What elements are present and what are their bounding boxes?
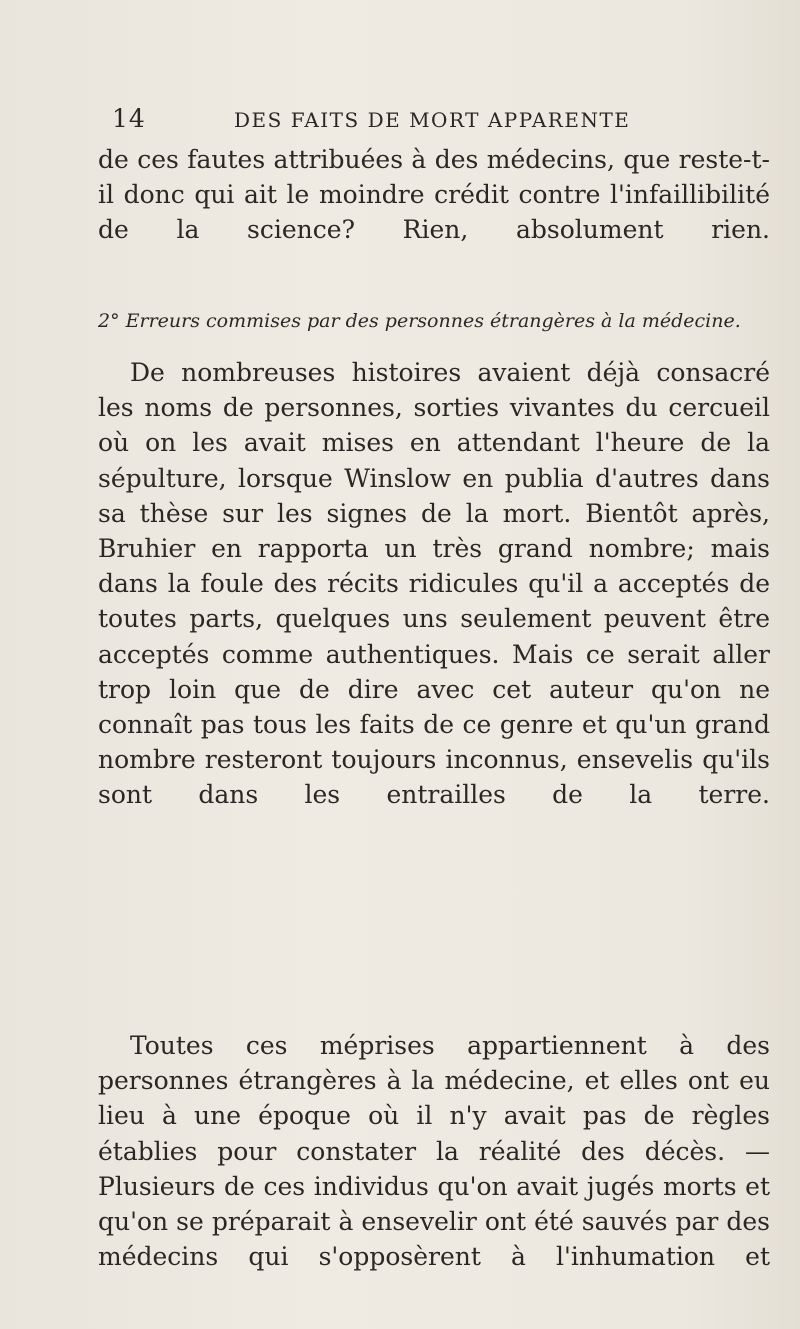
running-title: DES FAITS DE MORT APPARENTE — [234, 108, 631, 132]
section-title: 2° Erreurs commises par des personnes étrangères à la médecine. — [98, 310, 741, 332]
paragraph-mistakes: Toutes ces méprises appartiennent à des personnes étrangères à la médecine, et elles ont eu lieu à une époque où il n'y avait pas de règles établies pour constater la réalité des décès. — Plusieurs de ces individus qu'on avait jugés morts et qu'on se préparait à ensevelir ont été sauvés par des médecins qui s'opposèrent à l'inhumation et — [98, 1031, 770, 1272]
paragraph-histories: De nombreuses histoires avaient déjà consacré les noms de personnes, sorties vivantes du cercueil où on les avait mises en attendant l'heure de la sépulture, lorsque Winslow en publia d'autres dans sa thèse sur les signes de la mort. Bientôt après, Bruhier en rapporta un très grand nombre; mais dans la foule des récits ridicules qu'il a acceptés de toutes parts, quelques uns seulement peuvent être acceptés comme authentiques. Mais ce serait aller trop loin que de dire avec cet auteur qu'on ne connaît pas tous les faits de ce genre et qu'un grand nombre resteront toujours inconnus, ensevelis qu'ils sont dans les entrailles de la terre. — [98, 358, 770, 810]
page-header — [98, 104, 718, 138]
paragraph-continuation: de ces fautes attribuées à des médecins, que reste-t-il donc qui ait le moindre crédit contre l'infaillibilité de la science? Rien, absolument rien. — [98, 145, 770, 245]
page-number: 14 — [112, 104, 146, 133]
